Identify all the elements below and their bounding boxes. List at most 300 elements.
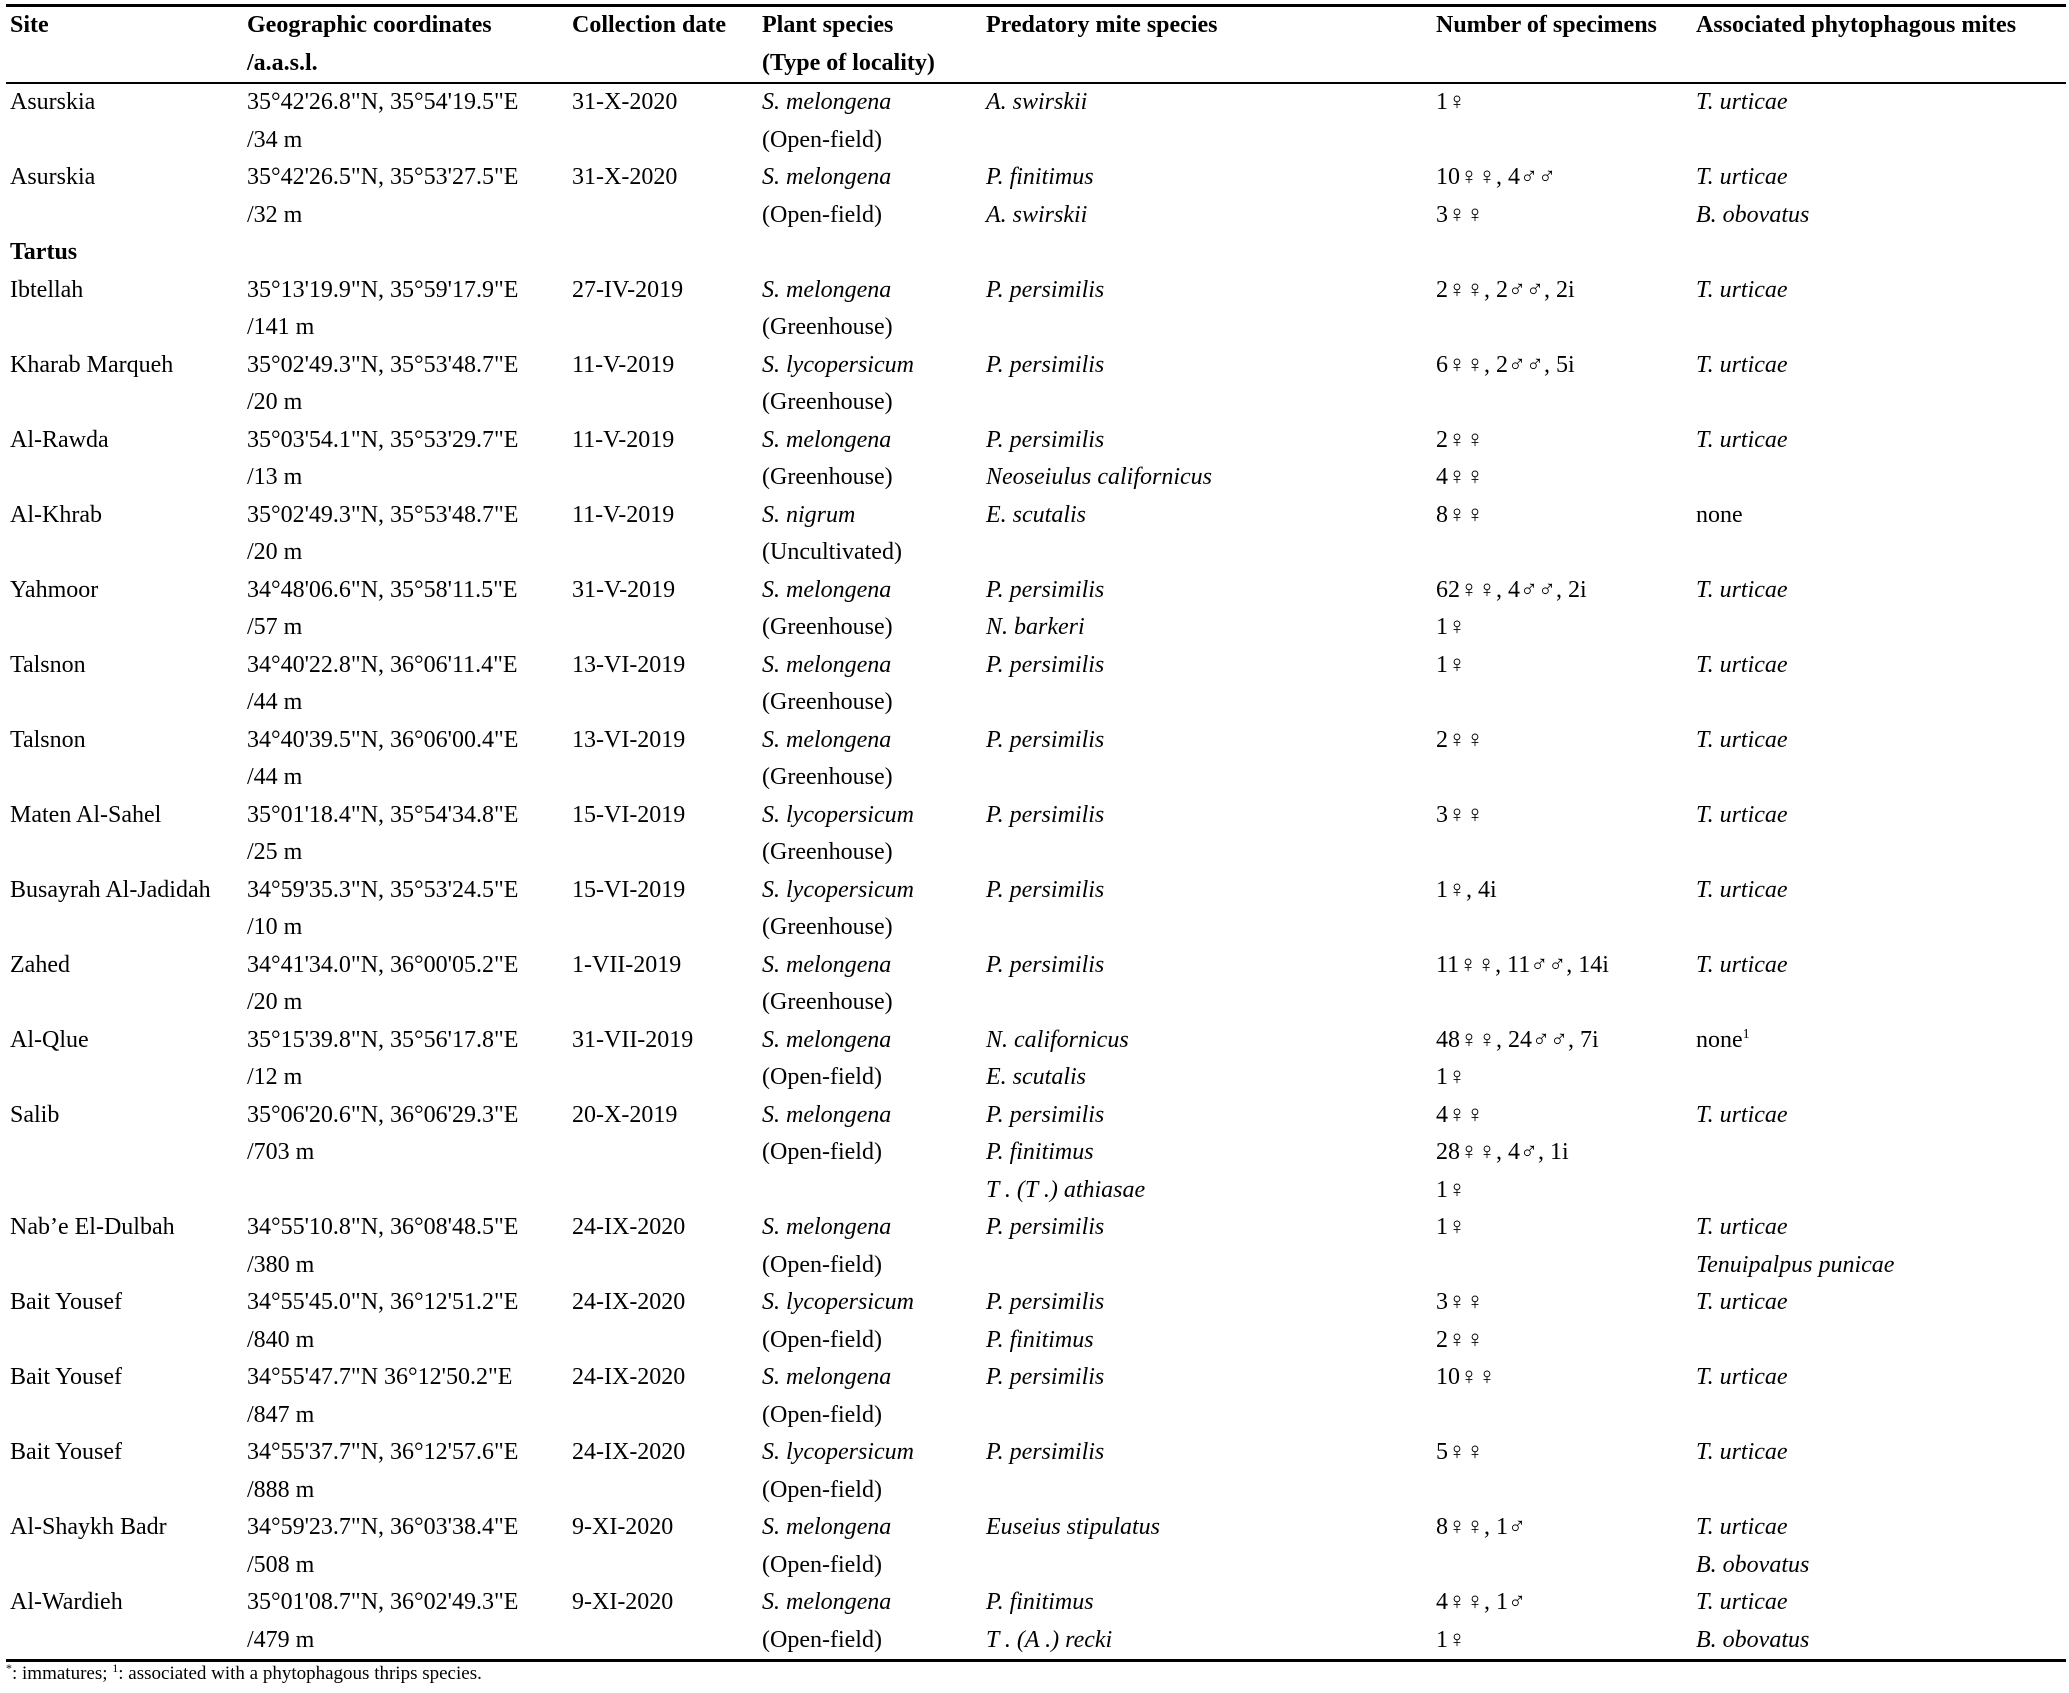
- cell-number: [1432, 347, 1692, 385]
- cell-site: [6, 1472, 243, 1510]
- cell-plant: [758, 834, 982, 872]
- cell-number-text: 8♀♀: [1436, 501, 1484, 528]
- cell-site: [6, 947, 243, 985]
- cell-predator-text: E. scutalis: [986, 1064, 1086, 1090]
- cell-date: [568, 834, 758, 872]
- cell-date: [568, 309, 758, 347]
- table-row: [6, 872, 2066, 910]
- cell-coordinates: [243, 984, 568, 1022]
- cell-plant: [758, 159, 982, 197]
- header-site: Site: [6, 6, 243, 45]
- cell-plant-text: (Greenhouse): [762, 464, 893, 490]
- cell-number: [1432, 422, 1692, 460]
- cell-site: [6, 1434, 243, 1472]
- cell-phytophagous: [1692, 1134, 2066, 1172]
- cell-date: [568, 1059, 758, 1097]
- cell-date: [568, 459, 758, 497]
- cell-plant-text: (Open-field): [762, 1476, 882, 1503]
- cell-plant-text: S. melongena: [762, 1101, 892, 1128]
- cell-site: [6, 1284, 243, 1322]
- cell-number-text: 4♀♀: [1436, 464, 1484, 490]
- cell-plant: [758, 1172, 982, 1210]
- cell-site-text: Al-Khrab: [10, 501, 102, 528]
- cell-phytophagous: [1692, 1322, 2066, 1360]
- cell-plant: [758, 1209, 982, 1247]
- cell-site-text: Bait Yousef: [10, 1439, 123, 1465]
- cell-coordinates-text: /888 m: [247, 1476, 315, 1503]
- table-row: [6, 1547, 2066, 1585]
- cell-date: [568, 797, 758, 835]
- cell-date: [568, 1584, 758, 1622]
- cell-number-text: 2♀♀: [1436, 1326, 1484, 1353]
- table-row: [6, 984, 2066, 1022]
- cell-site-text: Zahed: [10, 951, 70, 978]
- cell-predator: [982, 647, 1432, 685]
- section-row: [6, 234, 2066, 272]
- cell-phytophagous-text: T. urticae: [1696, 1439, 1788, 1465]
- cell-site-text: Bait Yousef: [10, 1364, 123, 1390]
- cell-phytophagous: [1692, 122, 2066, 160]
- cell-date: [568, 1472, 758, 1510]
- cell-predator: [982, 1472, 1432, 1510]
- cell-coordinates: [243, 722, 568, 760]
- cell-coordinates: [243, 1584, 568, 1622]
- cell-site-text: Talsnon: [10, 651, 86, 678]
- cell-number-text: 1♀, 4i: [1436, 876, 1497, 903]
- cell-phytophagous-text: B. obovatus: [1696, 1626, 1810, 1653]
- cell-predator: [982, 122, 1432, 160]
- cell-coordinates-text: /840 m: [247, 1326, 315, 1353]
- cell-phytophagous: [1692, 1472, 2066, 1510]
- cell-number: [1432, 1434, 1692, 1472]
- cell-plant: [758, 759, 982, 797]
- cell-number-text: 5♀♀: [1436, 1439, 1484, 1465]
- cell-date-text: 15-VI-2019: [572, 801, 686, 828]
- table-row: [6, 1059, 2066, 1097]
- cell-phytophagous-text: Tenuipalpus punicae: [1696, 1251, 1895, 1278]
- cell-predator-text: N. barkeri: [986, 614, 1085, 640]
- cell-predator-text: P. finitimus: [986, 1139, 1094, 1165]
- cell-number: [1432, 1284, 1692, 1322]
- table-row: [6, 534, 2066, 572]
- cell-plant-text: S. melongena: [762, 1514, 892, 1540]
- cell-coordinates: [243, 83, 568, 122]
- table-row: [6, 1284, 2066, 1322]
- cell-coordinates-text: 34°40'22.8"N, 36°06'11.4"E: [247, 651, 518, 678]
- cell-site: [6, 1397, 243, 1435]
- cell-coordinates: [243, 1022, 568, 1060]
- cell-predator-text: P. persimilis: [986, 276, 1105, 303]
- cell-predator: [982, 459, 1432, 497]
- cell-number-text: 3♀♀: [1436, 801, 1484, 828]
- cell-phytophagous: [1692, 1547, 2066, 1585]
- cell-predator: [982, 1172, 1432, 1210]
- cell-coordinates-text: 35°01'08.7"N, 36°02'49.3"E: [247, 1589, 519, 1615]
- cell-coordinates: [243, 197, 568, 235]
- cell-plant-text: S. melongena: [762, 89, 892, 115]
- cell-plant: [758, 309, 982, 347]
- cell-date: [568, 872, 758, 910]
- cell-phytophagous: [1692, 797, 2066, 835]
- cell-date-text: 31-V-2019: [572, 576, 676, 603]
- cell-coordinates-text: /57 m: [247, 614, 303, 640]
- cell-plant: [758, 947, 982, 985]
- cell-number: [1432, 909, 1692, 947]
- cell-number-text: 1♀: [1436, 1626, 1466, 1653]
- cell-predator: [982, 534, 1432, 572]
- cell-predator: [982, 422, 1432, 460]
- cell-plant-text: (Greenhouse): [762, 989, 893, 1015]
- cell-plant: [758, 909, 982, 947]
- cell-coordinates: [243, 834, 568, 872]
- cell-date: [568, 1172, 758, 1210]
- cell-coordinates: [243, 797, 568, 835]
- cell-date-text: 9-XI-2020: [572, 1589, 674, 1615]
- cell-predator: [982, 872, 1432, 910]
- cell-predator-text: P. persimilis: [986, 351, 1105, 378]
- cell-coordinates: [243, 1172, 568, 1210]
- cell-phytophagous: [1692, 459, 2066, 497]
- cell-phytophagous: [1692, 1359, 2066, 1397]
- cell-site-text: Salib: [10, 1101, 60, 1128]
- cell-coordinates-text: /25 m: [247, 839, 303, 865]
- cell-site: [6, 1584, 243, 1622]
- table-row: [6, 197, 2066, 235]
- cell-coordinates-text: /10 m: [247, 914, 303, 940]
- table-row: [6, 1134, 2066, 1172]
- cell-plant: [758, 1434, 982, 1472]
- table-row: [6, 272, 2066, 310]
- cell-date: [568, 1022, 758, 1060]
- cell-coordinates-text: /32 m: [247, 201, 303, 228]
- cell-date-text: 27-IV-2019: [572, 276, 684, 303]
- cell-predator-text: E. scutalis: [986, 501, 1086, 528]
- cell-phytophagous: [1692, 534, 2066, 572]
- cell-date: [568, 984, 758, 1022]
- cell-predator: [982, 834, 1432, 872]
- cell-coordinates: [243, 1247, 568, 1285]
- cell-date-text: 15-VI-2019: [572, 876, 686, 903]
- cell-plant-text: S. lycopersicum: [762, 1439, 914, 1465]
- cell-date: [568, 1434, 758, 1472]
- cell-date-text: 24-IX-2020: [572, 1364, 686, 1390]
- cell-predator-text: Neoseiulus californicus: [986, 464, 1212, 490]
- cell-predator-text: T . (T .) athiasae: [986, 1176, 1146, 1203]
- cell-plant-text: (Open-field): [762, 1139, 882, 1165]
- cell-phytophagous: [1692, 909, 2066, 947]
- cell-date: [568, 909, 758, 947]
- specimen-table: [6, 4, 2066, 1662]
- cell-site-text: Maten Al-Sahel: [10, 801, 162, 828]
- cell-predator: [982, 1209, 1432, 1247]
- cell-predator: [982, 1584, 1432, 1622]
- cell-predator-text: P. persimilis: [986, 951, 1105, 978]
- cell-plant-text: S. melongena: [762, 1364, 892, 1390]
- cell-number: [1432, 1397, 1692, 1435]
- cell-number-text: 2♀♀: [1436, 726, 1484, 753]
- table-row: [6, 909, 2066, 947]
- cell-number: [1432, 1134, 1692, 1172]
- cell-site-text: Asurskia: [10, 89, 96, 115]
- cell-coordinates-text: /479 m: [247, 1626, 315, 1653]
- cell-predator: [982, 1509, 1432, 1547]
- cell-plant-text: S. melongena: [762, 1589, 892, 1615]
- cell-date-text: 13-VI-2019: [572, 651, 686, 678]
- cell-plant: [758, 347, 982, 385]
- cell-number-text: 2♀♀: [1436, 426, 1484, 453]
- cell-predator: [982, 609, 1432, 647]
- cell-date: [568, 384, 758, 422]
- cell-number: [1432, 159, 1692, 197]
- table-row: [6, 459, 2066, 497]
- cell-number: [1432, 459, 1692, 497]
- cell-number-text: 3♀♀: [1436, 201, 1484, 228]
- cell-predator: [982, 1059, 1432, 1097]
- cell-number: [1432, 1172, 1692, 1210]
- cell-number: [1432, 1247, 1692, 1285]
- table-row: [6, 1247, 2066, 1285]
- cell-number-text: 10♀♀, 4♂♂: [1436, 164, 1556, 190]
- cell-site-text: Busayrah Al-Jadidah: [10, 876, 211, 903]
- cell-predator: [982, 497, 1432, 535]
- cell-coordinates-text: 35°02'49.3"N, 35°53'48.7"E: [247, 351, 519, 378]
- cell-coordinates-text: 35°13'19.9"N, 35°59'17.9"E: [247, 276, 519, 303]
- cell-phytophagous: [1692, 1622, 2066, 1661]
- cell-date: [568, 159, 758, 197]
- header-collection-date: Collection date: [568, 6, 758, 45]
- table-row: [6, 1359, 2066, 1397]
- cell-number: [1432, 384, 1692, 422]
- cell-coordinates: [243, 1097, 568, 1135]
- cell-predator: [982, 159, 1432, 197]
- cell-plant: [758, 1509, 982, 1547]
- table-row: [6, 347, 2066, 385]
- cell-date: [568, 1622, 758, 1661]
- cell-site: [6, 534, 243, 572]
- cell-number: [1432, 834, 1692, 872]
- cell-site-text: Al-Rawda: [10, 426, 109, 453]
- cell-phytophagous-text: T. urticae: [1696, 164, 1788, 190]
- cell-site-text: Nab’e El-Dulbah: [10, 1214, 175, 1240]
- cell-coordinates: [243, 1622, 568, 1661]
- cell-site: [6, 422, 243, 460]
- cell-coordinates: [243, 1472, 568, 1510]
- cell-site: [6, 1059, 243, 1097]
- cell-predator-text: P. persimilis: [986, 576, 1105, 603]
- cell-site-text: Kharab Marqueh: [10, 351, 174, 378]
- cell-number: [1432, 572, 1692, 610]
- cell-number-text: 2♀♀, 2♂♂, 2i: [1436, 276, 1575, 303]
- cell-phytophagous-text: B. obovatus: [1696, 201, 1810, 228]
- cell-site: [6, 1134, 243, 1172]
- cell-date: [568, 1509, 758, 1547]
- cell-coordinates-text: 34°55'10.8"N, 36°08'48.5"E: [247, 1214, 519, 1240]
- cell-coordinates: [243, 1322, 568, 1360]
- cell-predator: [982, 1134, 1432, 1172]
- cell-site: [6, 1022, 243, 1060]
- cell-site: [6, 984, 243, 1022]
- cell-predator: [982, 1547, 1432, 1585]
- cell-number: [1432, 984, 1692, 1022]
- cell-predator: [982, 722, 1432, 760]
- cell-coordinates-text: 34°55'47.7"N 36°12'50.2"E: [247, 1364, 513, 1390]
- cell-number-text: 10♀♀: [1436, 1364, 1496, 1390]
- cell-number: [1432, 1472, 1692, 1510]
- cell-site-text: Al-Shaykh Badr: [10, 1514, 167, 1540]
- cell-coordinates-text: 35°03'54.1"N, 35°53'29.7"E: [247, 426, 519, 453]
- cell-predator-text: A. swirskii: [986, 201, 1088, 228]
- cell-date: [568, 684, 758, 722]
- cell-phytophagous: [1692, 384, 2066, 422]
- cell-plant-text: (Open-field): [762, 1064, 882, 1090]
- cell-date: [568, 1547, 758, 1585]
- cell-plant: [758, 1622, 982, 1661]
- cell-site: [6, 1172, 243, 1210]
- cell-plant-text: S. lycopersicum: [762, 1289, 914, 1315]
- cell-plant-text: S. melongena: [762, 276, 892, 303]
- cell-coordinates: [243, 1059, 568, 1097]
- cell-site: [6, 759, 243, 797]
- cell-site: [6, 384, 243, 422]
- cell-plant-text: S. nigrum: [762, 501, 856, 528]
- cell-number: [1432, 609, 1692, 647]
- cell-number-text: 1♀: [1436, 1176, 1466, 1203]
- cell-number-text: 3♀♀: [1436, 1289, 1484, 1315]
- cell-date: [568, 1397, 758, 1435]
- cell-plant: [758, 609, 982, 647]
- cell-coordinates-text: /20 m: [247, 989, 303, 1015]
- cell-coordinates-text: /44 m: [247, 689, 303, 715]
- cell-predator: [982, 797, 1432, 835]
- cell-phytophagous: [1692, 1172, 2066, 1210]
- cell-number: [1432, 122, 1692, 160]
- cell-predator: [982, 1359, 1432, 1397]
- cell-number: [1432, 1322, 1692, 1360]
- cell-coordinates: [243, 909, 568, 947]
- cell-date-text: 11-V-2019: [572, 501, 675, 528]
- cell-predator-text: P. persimilis: [986, 426, 1105, 453]
- cell-number: [1432, 1509, 1692, 1547]
- cell-site: [6, 1247, 243, 1285]
- cell-predator-text: P. persimilis: [986, 1214, 1105, 1240]
- cell-phytophagous: [1692, 834, 2066, 872]
- cell-site: [6, 83, 243, 122]
- cell-number: [1432, 647, 1692, 685]
- cell-plant: [758, 722, 982, 760]
- cell-number-text: 8♀♀, 1♂: [1436, 1514, 1526, 1540]
- footnote-marker: 1: [1742, 1026, 1750, 1042]
- cell-coordinates: [243, 309, 568, 347]
- table-row: [6, 947, 2066, 985]
- cell-site: [6, 1547, 243, 1585]
- cell-site: [6, 834, 243, 872]
- cell-date-text: 24-IX-2020: [572, 1439, 686, 1465]
- table-row: [6, 384, 2066, 422]
- cell-number-text: 1♀: [1436, 614, 1466, 640]
- cell-date-text: 20-X-2019: [572, 1101, 678, 1128]
- cell-plant-text: (Open-field): [762, 201, 882, 228]
- cell-site: [6, 647, 243, 685]
- cell-site: [6, 197, 243, 235]
- cell-coordinates-text: 35°42'26.8"N, 35°54'19.5"E: [247, 89, 519, 115]
- cell-coordinates-text: 35°06'20.6"N, 36°06'29.3"E: [247, 1101, 519, 1128]
- cell-phytophagous: [1692, 759, 2066, 797]
- table-row: [6, 834, 2066, 872]
- cell-phytophagous-text: T. urticae: [1696, 1364, 1788, 1390]
- cell-predator: [982, 572, 1432, 610]
- cell-site-text: Talsnon: [10, 726, 86, 753]
- section-heading: Tartus: [10, 239, 78, 265]
- cell-phytophagous: [1692, 1434, 2066, 1472]
- cell-phytophagous-text: T. urticae: [1696, 1589, 1788, 1615]
- cell-predator: [982, 1022, 1432, 1060]
- cell-plant: [758, 1322, 982, 1360]
- cell-date: [568, 497, 758, 535]
- cell-phytophagous: [1692, 1059, 2066, 1097]
- cell-date: [568, 1097, 758, 1135]
- cell-coordinates-text: 34°55'37.7"N, 36°12'57.6"E: [247, 1439, 519, 1465]
- cell-coordinates: [243, 947, 568, 985]
- table-body: [6, 83, 2066, 1661]
- cell-plant: [758, 1022, 982, 1060]
- cell-phytophagous: [1692, 422, 2066, 460]
- cell-phytophagous: [1692, 309, 2066, 347]
- cell-date-text: 11-V-2019: [572, 351, 675, 378]
- cell-coordinates: [243, 872, 568, 910]
- cell-date: [568, 1134, 758, 1172]
- cell-date: [568, 347, 758, 385]
- cell-number: [1432, 1209, 1692, 1247]
- cell-phytophagous-text: T. urticae: [1696, 276, 1788, 303]
- cell-plant-text: (Greenhouse): [762, 764, 893, 790]
- cell-plant: [758, 1097, 982, 1135]
- cell-predator: [982, 1434, 1432, 1472]
- cell-plant-text: (Open-field): [762, 1626, 882, 1653]
- cell-plant: [758, 984, 982, 1022]
- cell-plant: [758, 572, 982, 610]
- cell-date: [568, 647, 758, 685]
- cell-plant: [758, 1059, 982, 1097]
- table-row: [6, 1622, 2066, 1661]
- cell-predator: [982, 83, 1432, 122]
- cell-coordinates-text: /380 m: [247, 1251, 315, 1278]
- cell-plant-text: S. lycopersicum: [762, 876, 914, 903]
- table-header: [6, 6, 2066, 84]
- cell-coordinates-text: 34°48'06.6"N, 35°58'11.5"E: [247, 576, 518, 603]
- cell-date: [568, 759, 758, 797]
- table-row: [6, 1022, 2066, 1060]
- cell-phytophagous: [1692, 272, 2066, 310]
- cell-date: [568, 1209, 758, 1247]
- cell-predator-text: N. californicus: [986, 1026, 1129, 1053]
- cell-coordinates: [243, 759, 568, 797]
- cell-date-text: 24-IX-2020: [572, 1214, 686, 1240]
- table-row: [6, 422, 2066, 460]
- header-phytophagous-mites: Associated phytophagous mites: [1692, 6, 2066, 45]
- cell-site: [6, 272, 243, 310]
- cell-date: [568, 422, 758, 460]
- cell-phytophagous-text: B. obovatus: [1696, 1551, 1810, 1578]
- cell-coordinates: [243, 1509, 568, 1547]
- cell-plant-text: S. melongena: [762, 726, 892, 753]
- cell-coordinates-text: /20 m: [247, 389, 303, 415]
- table-row: [6, 1097, 2066, 1135]
- cell-number: [1432, 1584, 1692, 1622]
- cell-number: [1432, 309, 1692, 347]
- cell-number: [1432, 684, 1692, 722]
- cell-date-text: 31-VII-2019: [572, 1026, 694, 1053]
- table-row: [6, 1209, 2066, 1247]
